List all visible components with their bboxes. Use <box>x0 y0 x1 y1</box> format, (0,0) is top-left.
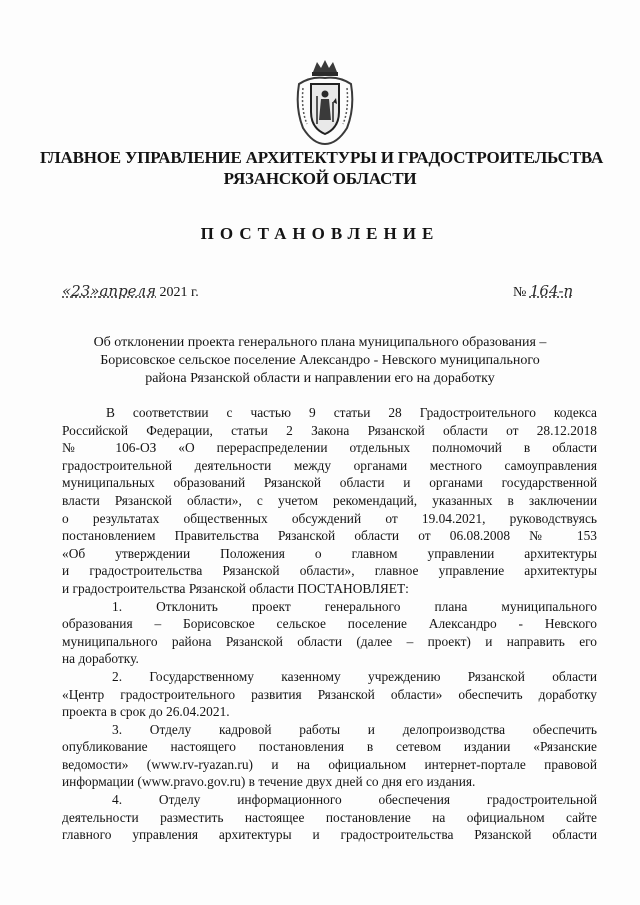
document-date <box>62 282 199 301</box>
body-line: постановлением Правительства Рязанской области от 06.08.2008 № 153 <box>62 528 597 544</box>
body-line: муниципальных образований Рязанской области и органами государственной <box>62 475 597 491</box>
body-line: № 106-ОЗ «О перераспределении отдельных полномочий в области <box>62 440 597 456</box>
subject-line2: Борисовское сельское поселение Александро - Невского муниципального <box>100 353 540 368</box>
number-value: 164-п <box>529 282 574 300</box>
body-line: главного управления архитектуры и градостроительства Рязанской области <box>62 827 597 843</box>
body-line: «Об утверждении Положения о главном управлении архитектуры <box>62 545 597 561</box>
subject-line3: района Рязанской области и направлении его на доработку <box>145 371 495 386</box>
document-type-heading: ПОСТАНОВЛЕНИЕ <box>200 224 440 243</box>
body-line: В соответствии с частью 9 статьи 28 Градостроительного кодекса <box>106 405 597 420</box>
body-line: и градостроительства Рязанской области ПОСТАНОВЛЯЕТ: <box>62 580 409 596</box>
body-line: о результатах общественных обсуждений от 19.04.2021, руководствуясь <box>62 510 597 526</box>
body-line: на доработку. <box>62 651 139 667</box>
body-line: власти Рязанской области», с учетом рекомендаций, указанных в заключении <box>62 492 597 508</box>
body-line: 2. Государственному казенному учреждению Рязанской области <box>112 668 597 684</box>
body-line: Российской Федерации, статьи 2 Закона Рязанской области от 28.12.2018 <box>62 422 597 438</box>
document-body <box>62 404 597 844</box>
number-sign: № <box>513 285 527 300</box>
date-month: апреля <box>99 282 157 300</box>
organization-title-line1: ГЛАВНОЕ УПРАВЛЕНИЕ АРХИТЕКТУРЫ И ГРАДОСТРОИТЕЛЬСТВА <box>40 148 604 167</box>
body-line: деятельности разместить настоящее постановление на официальном сайте <box>62 809 597 825</box>
body-line: информации (www.pravo.gov.ru) в течение двух дней со дня его издания. <box>62 774 476 790</box>
document-number <box>513 282 573 301</box>
body-line: 4. Отделу информационного обеспечения градостроительной <box>112 792 597 808</box>
body-line: и градостроительства Рязанской области», главное управление архитектуры <box>62 563 597 579</box>
body-line: образования – Борисовское сельское поселение Александро - Невского <box>62 616 597 632</box>
date-open-quote: « <box>62 282 72 300</box>
body-line: «Центр градостроительного развития Рязанской области» обеспечить доработку <box>62 686 597 702</box>
date-close-quote: » <box>90 282 100 300</box>
body-line: проекта в срок до 26.04.2021. <box>62 704 230 720</box>
subject-line1: Об отклонении проекта генерального плана муниципального образования – <box>93 335 547 350</box>
body-line: муниципального района Рязанской области (далее – проект) и направить его <box>62 633 597 649</box>
body-line: 3. Отделу кадровой работы и делопроизводства обеспечить <box>112 721 597 737</box>
body-line: опубликование настоящего постановления в сетевом издании «Рязанские <box>62 739 597 755</box>
organization-title-line2: РЯЗАНСКОЙ ОБЛАСТИ <box>223 169 417 188</box>
date-day: 23 <box>71 282 91 300</box>
body-line: 1. Отклонить проект генерального плана муниципального <box>112 598 597 614</box>
coat-of-arms-icon <box>293 58 357 146</box>
date-year: 2021 г. <box>159 285 199 300</box>
body-line: градостроительной деятельности между органами местного самоуправления <box>62 457 597 473</box>
body-line: ведомости» (www.rv-ryazan.ru) и на официальном интернет-портале правовой <box>62 756 597 772</box>
